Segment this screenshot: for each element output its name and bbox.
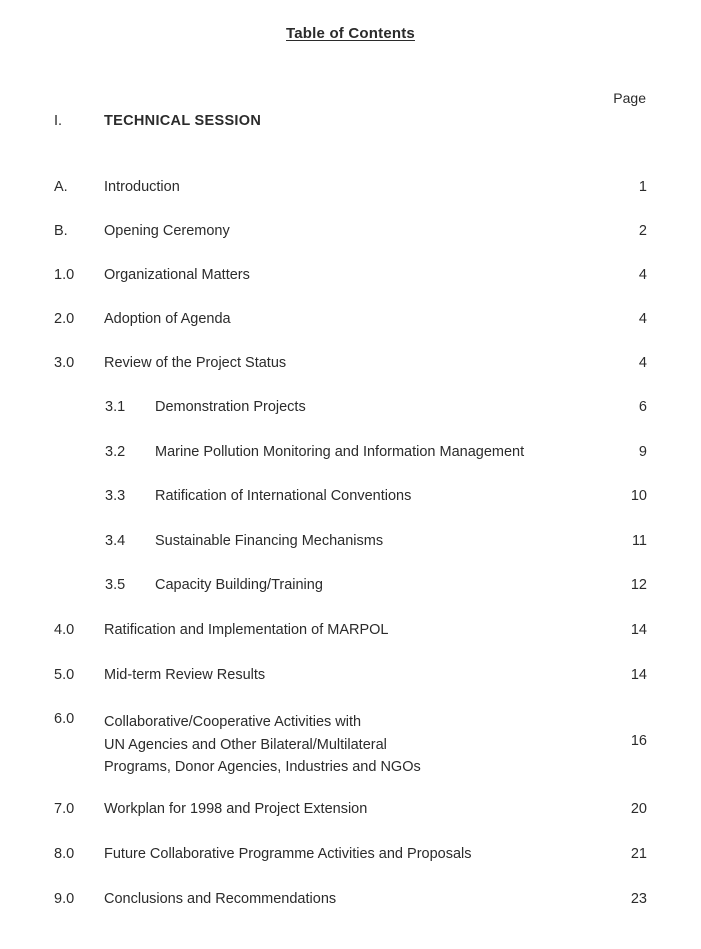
- toc-subentry-marine-pollution: [0, 444, 701, 466]
- entry-title: Workplan for 1998 and Project Extension: [104, 801, 368, 817]
- entry-number: 3.4: [105, 533, 126, 549]
- entry-number: 5.0: [54, 667, 75, 683]
- entry-number: 3.3: [105, 488, 126, 504]
- entry-number: A.: [54, 179, 68, 195]
- entry-page: 14: [630, 667, 647, 683]
- entry-page: 2: [638, 223, 647, 239]
- entry-page: 11: [631, 533, 647, 549]
- entry-title: Adoption of Agenda: [104, 311, 231, 327]
- entry-title: Mid-term Review Results: [104, 667, 266, 683]
- toc-entry-organizational-matters: [0, 267, 701, 289]
- entry-number: 1.0: [54, 267, 75, 283]
- document-title: Table of Contents: [286, 25, 415, 42]
- toc-entry-workplan: [0, 801, 701, 823]
- entry-number: 4.0: [54, 622, 75, 638]
- page-column-header: Page: [613, 90, 646, 106]
- entry-number: 3.5: [105, 577, 126, 593]
- entry-title-line: UN Agencies and Other Bilateral/Multilateral: [104, 736, 387, 753]
- entry-number: 8.0: [54, 846, 75, 862]
- entry-page: 4: [638, 267, 647, 283]
- entry-title: Organizational Matters: [104, 267, 250, 283]
- entry-title: Ratification and Implementation of MARPOL: [104, 622, 389, 638]
- entry-title: Review of the Project Status: [104, 355, 287, 371]
- entry-title: Sustainable Financing Mechanisms: [155, 533, 384, 549]
- entry-title-line: Programs, Donor Agencies, Industries and NGOs: [104, 759, 421, 775]
- entry-title: Demonstration Projects: [155, 399, 306, 415]
- toc-subentry-sustainable-financing: [0, 533, 701, 555]
- entry-title: Capacity Building/Training: [155, 577, 323, 593]
- section-heading: [0, 113, 701, 135]
- toc-subentry-capacity-building: [0, 577, 701, 599]
- toc-subentry-ratification-conventions: [0, 488, 701, 510]
- section-title: TECHNICAL SESSION: [104, 113, 262, 129]
- entry-page: 4: [638, 311, 647, 327]
- entry-number: 9.0: [54, 891, 75, 907]
- entry-page: 20: [630, 801, 647, 817]
- entry-title-line: Collaborative/Cooperative Activities with: [104, 714, 362, 730]
- toc-subentry-demonstration-projects: [0, 399, 701, 421]
- entry-page: 10: [630, 488, 647, 504]
- entry-title: Opening Ceremony: [104, 223, 230, 239]
- entry-number: B.: [54, 223, 68, 239]
- toc-entry-future-programme: [0, 846, 701, 868]
- entry-number: 7.0: [54, 801, 75, 817]
- toc-entry-mid-term-review: [0, 667, 701, 689]
- entry-number: 3.2: [105, 444, 126, 460]
- entry-title: Introduction: [104, 179, 180, 195]
- entry-page: 1: [638, 179, 647, 195]
- entry-number: 3.0: [54, 355, 75, 371]
- entry-page: 4: [638, 355, 647, 371]
- entry-page: 16: [630, 733, 647, 749]
- toc-entry-introduction: [0, 179, 701, 201]
- entry-title: [104, 711, 421, 779]
- entry-title: Conclusions and Recommendations: [104, 891, 337, 907]
- toc-entry-review-project-status: [0, 355, 701, 377]
- entry-page: 9: [638, 444, 647, 460]
- toc-entry-adoption-of-agenda: [0, 311, 701, 333]
- toc-entry-collaborative-activities: [0, 711, 701, 779]
- entry-page: 23: [630, 891, 647, 907]
- entry-page: 21: [630, 846, 647, 862]
- toc-entry-opening-ceremony: [0, 223, 701, 245]
- entry-number: 6.0: [54, 711, 75, 727]
- section-number: I.: [54, 113, 63, 129]
- entry-number: 2.0: [54, 311, 75, 327]
- entry-page: 14: [630, 622, 647, 638]
- toc-entry-conclusions: [0, 891, 701, 913]
- entry-title: Marine Pollution Monitoring and Information Management: [155, 444, 525, 460]
- entry-page: 6: [638, 399, 647, 415]
- entry-number: 3.1: [105, 399, 126, 415]
- entry-page: 12: [630, 577, 647, 593]
- entry-title: Future Collaborative Programme Activities and Proposals: [104, 846, 472, 862]
- entry-title: Ratification of International Conventions: [155, 488, 412, 504]
- toc-entry-marpol: [0, 622, 701, 644]
